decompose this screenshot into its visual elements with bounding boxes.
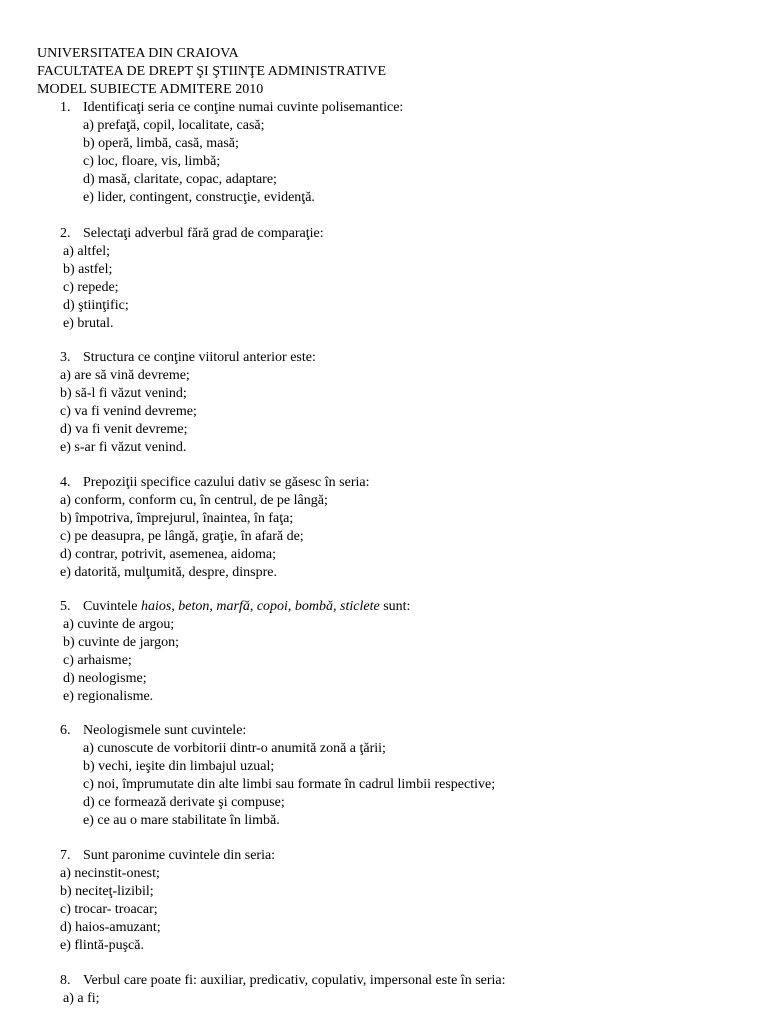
question-7-option-b: b) neciteţ-lizibil;: [60, 884, 154, 899]
question-2-option-e: e) brutal.: [63, 316, 114, 331]
question-6-option-a: a) cunoscute de vorbitorii dintr-o anumită zonă a ţării;: [83, 741, 386, 756]
question-7-option-a: a) necinstit-onest;: [60, 866, 160, 881]
question-number: 7.: [60, 848, 71, 863]
question-text-tail: sunt:: [379, 599, 411, 614]
question-8-stem: [60, 972, 506, 990]
question-4-option-c: c) pe deasupra, pe lângă, graţie, în afară de;: [60, 529, 304, 544]
question-4-option-d: d) contrar, potrivit, asemenea, aidoma;: [60, 547, 276, 562]
question-2-option-c: c) repede;: [63, 280, 119, 295]
question-3-stem: [60, 349, 316, 367]
question-4-option-e: e) datorită, mulţumită, despre, dinspre.: [60, 565, 277, 580]
question-number: 3.: [60, 350, 71, 365]
question-6-stem: [60, 722, 246, 740]
document-header: [37, 45, 386, 99]
university-name: UNIVERSITATEA DIN CRAIOVA: [37, 46, 239, 61]
question-8-option-a: a) a fi;: [63, 991, 100, 1006]
question-1-option-e: e) lider, contingent, construcţie, evidenţă.: [83, 190, 315, 205]
question-text: Sunt paronime cuvintele din seria:: [83, 848, 276, 863]
question-text-lead: Cuvintele: [83, 599, 141, 614]
question-number: 8.: [60, 973, 71, 988]
question-3-option-e: e) s-ar fi văzut venind.: [60, 440, 187, 455]
question-5-option-a: a) cuvinte de argou;: [63, 617, 175, 632]
question-number: 5.: [60, 599, 71, 614]
question-text-italic-terms: haios, beton, marfă, copoi, bombă, sticlete: [140, 599, 380, 614]
question-4-option-b: b) împotriva, împrejurul, înaintea, în faţa;: [60, 511, 294, 526]
question-3-option-a: a) are să vină devreme;: [60, 368, 190, 383]
faculty-name: FACULTATEA DE DREPT ŞI ŞTIINŢE ADMINISTRATIVE: [37, 64, 387, 79]
question-7-option-d: d) haios-amuzant;: [60, 920, 161, 935]
question-text: Identificaţi seria ce conţine numai cuvinte polisemantice:: [83, 100, 404, 115]
question-6-option-c: c) noi, împrumutate din alte limbi sau formate în cadrul limbii respective;: [83, 777, 496, 792]
question-text: Verbul care poate fi: auxiliar, predicativ, copulativ, impersonal este în seria:: [83, 973, 506, 988]
question-3-option-d: d) va fi venit devreme;: [60, 422, 188, 437]
question-7-stem: [60, 847, 275, 865]
question-6-option-b: b) vechi, ieşite din limbajul uzual;: [83, 759, 275, 774]
question-5-option-d: d) neologisme;: [63, 671, 147, 686]
question-7-option-c: c) trocar- troacar;: [60, 902, 158, 917]
question-3-option-c: c) va fi venind devreme;: [60, 404, 197, 419]
question-number: 2.: [60, 226, 71, 241]
question-number: 1.: [60, 100, 71, 115]
question-5-option-e: e) regionalisme.: [63, 689, 154, 704]
question-number: 4.: [60, 475, 71, 490]
question-5-option-b: b) cuvinte de jargon;: [63, 635, 179, 650]
question-5-option-c: c) arhaisme;: [63, 653, 132, 668]
question-text: Structura ce conţine viitorul anterior este:: [83, 350, 316, 365]
question-6-option-e: e) ce au o mare stabilitate în limbă.: [83, 813, 280, 828]
question-4-option-a: a) conform, conform cu, în centrul, de pe lângă;: [60, 493, 328, 508]
question-2-stem: [60, 225, 324, 243]
question-2-option-b: b) astfel;: [63, 262, 113, 277]
question-4-stem: [60, 474, 370, 492]
question-7-option-e: e) flintă-puşcă.: [60, 938, 144, 953]
question-1-option-a: a) prefaţă, copil, localitate, casă;: [83, 118, 265, 133]
question-1-option-c: c) loc, floare, vis, limbă;: [83, 154, 221, 169]
question-text: Neologismele sunt cuvintele:: [83, 723, 247, 738]
question-1-option-d: d) masă, claritate, copac, adaptare;: [83, 172, 277, 187]
question-text: Selectaţi adverbul fără grad de comparaţie:: [83, 226, 324, 241]
question-1-option-b: b) operă, limbă, casă, masă;: [83, 136, 239, 151]
question-3-option-b: b) să-l fi văzut venind;: [60, 386, 187, 401]
question-6-option-d: d) ce formează derivate şi compuse;: [83, 795, 285, 810]
document-title: MODEL SUBIECTE ADMITERE 2010: [37, 82, 264, 97]
question-2-option-a: a) altfel;: [63, 244, 111, 259]
question-1-stem: [60, 99, 403, 117]
question-5-stem: [60, 598, 410, 616]
question-2-option-d: d) ştiinţific;: [63, 298, 129, 313]
question-text: Prepoziţii specifice cazului dativ se găsesc în seria:: [83, 475, 370, 490]
question-number: 6.: [60, 723, 71, 738]
